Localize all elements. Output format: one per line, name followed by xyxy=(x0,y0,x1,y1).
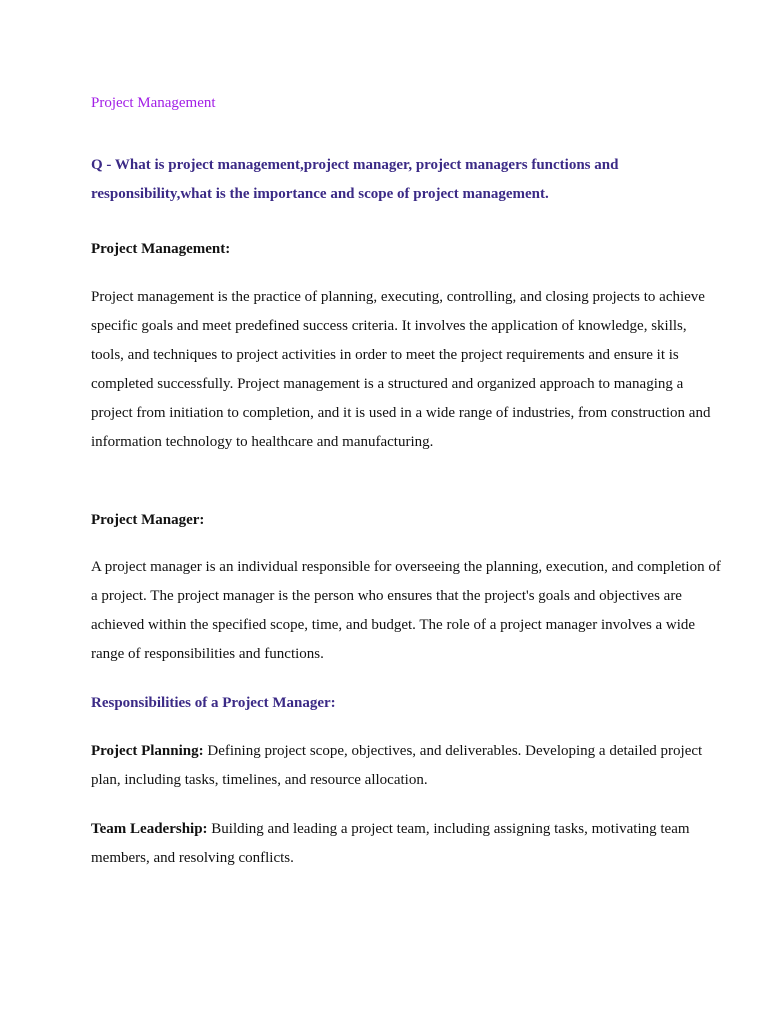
manager-paragraph: A project manager is an individual responsible for overseeing the planning, execution, and completion of a project. The project manager is the person who ensures that the project's goals and objectives are achieved within the specified scope, time, and budget. The role of a project manager involves a wide range of responsibilities and functions. xyxy=(91,559,721,662)
manager-heading: Project Manager: xyxy=(91,512,205,528)
responsibility-item-text: Building and leading a project team, including assigning tasks, motivating team members, and resolving conflicts. xyxy=(91,821,690,866)
responsibility-item-label: Project Planning: xyxy=(91,743,204,759)
question-heading: Q - What is project management,project manager, project managers functions and responsibility,what is the importance and scope of project management. xyxy=(91,157,619,202)
responsibility-item xyxy=(91,737,721,795)
pm-heading: Project Management: xyxy=(91,241,231,257)
responsibility-item-text: Defining project scope, objectives, and deliverables. Developing a detailed project plan, including tasks, timelines, and resource allocation. xyxy=(91,743,703,788)
document-title: Project Management xyxy=(91,95,216,111)
responsibilities-heading: Responsibilities of a Project Manager: xyxy=(91,695,336,711)
responsibility-item xyxy=(91,815,721,873)
responsibility-item-label: Team Leadership: xyxy=(91,821,208,837)
pm-paragraph: Project management is the practice of planning, executing, controlling, and closing projects to achieve specific goals and meet predefined success criteria. It involves the application of knowledge, skills, tools, and techniques to project activities in order to meet the project requirements and ensure it is completed successfully. Project management is a structured and organized approach to managing a project from initiation to completion, and it is used in a wide range of industries, from construction and information technology to healthcare and manufacturing. xyxy=(91,289,711,450)
